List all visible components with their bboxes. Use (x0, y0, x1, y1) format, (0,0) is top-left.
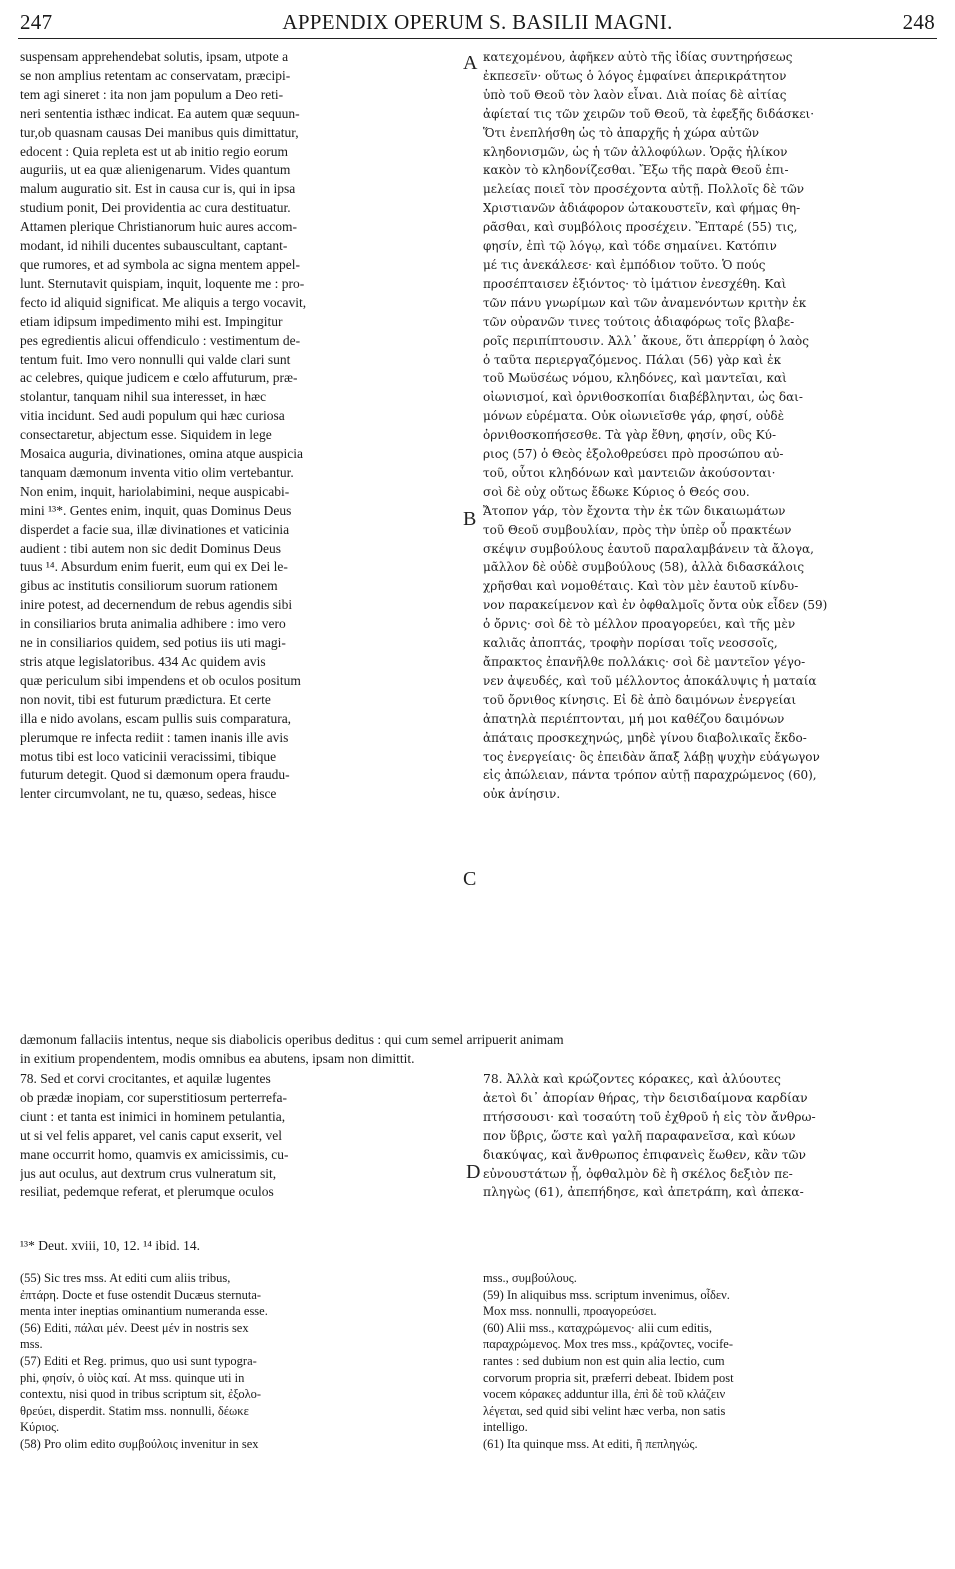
text-line: tuus ¹⁴. Absurdum enim fuerit, eum qui ex Dei le- (20, 559, 288, 575)
text-line: tem agi sineret : ita non jam populum a Deo reti- (20, 86, 284, 102)
text-line: contextu, nisi quod in tribus scriptum sit, ἐξολο- (20, 1387, 262, 1402)
text-line: (60) Alii mss., καταχρώμενος· alii cum editis, (483, 1320, 713, 1335)
text-line: resiliat, pedemque referat, et plerumque oculos (20, 1184, 274, 1200)
scripture-footnotes (20, 1237, 480, 1256)
text-line: ἄπρακτος ἐπανῆλθε πολλάκις· σοὶ δὲ μαντεῖον γέγο- (483, 655, 806, 669)
text-line: vocem κόρακες adduntur illa, ἐπὶ δὲ τοῦ κλάζειν (483, 1387, 726, 1402)
text-line: tentum fuit. Imo vero nonnulli qui valde clari sunt (20, 351, 291, 367)
text-line: 78. Ἀλλὰ καὶ κρώζοντες κόρακες, καὶ ἀλύουτες (483, 1072, 781, 1086)
text-line: in exitium propendentem, modis omnibus ea abutens, ipsam non dimittit. (20, 1050, 415, 1066)
greek-column-top (483, 48, 938, 804)
text-line: μᾶλλον δὲ οὐδὲ συμβούλους (58), ἀλλὰ διδασκάλοις (483, 560, 805, 575)
margin-marker-c: C (463, 868, 477, 890)
text-line: ut si vel felis apparet, vel canis caput exserit, vel (20, 1127, 283, 1143)
text-line: Χριστιανῶν ἀδιάφορον ὠτακουστεῖν, καὶ φήμας θη- (483, 201, 801, 216)
text-line: ἐκπεσεῖν· οὕτως ὁ λόγος ἐμφαίνει ἀπερικράτητον (483, 68, 787, 83)
text-line: Κύριος. (20, 1420, 60, 1435)
text-line: edocent : Quia repleta est ut ab initio regio eorum (20, 143, 289, 159)
text-line: Ὅτι ἐνεπλήσθη ὡς τὸ ἀπαρχῆς ἡ χώρα αὐτῶν (483, 125, 760, 140)
text-line: Mosaica auguria, divinationes, omina atque auspicia (20, 446, 304, 462)
text-line: pes egredientis alicui offendiculo : vestimentum de- (20, 332, 301, 348)
text-line: διακύψας, καὶ ἄνθρωπος ἐπιφανεὶς ἕωθεν, κἂν τῶν (483, 1147, 807, 1162)
text-line: Attamen plerique Christianorum huic aures accom- (20, 219, 298, 235)
text-line: lunt. Sternutavit quispiam, inquit, loquente me : pro- (20, 275, 305, 291)
text-line: λέγεται, sed quid sibi velint hæc verba, non satis (483, 1403, 726, 1418)
text-line: ἐπτάρη. Docte et fuse ostendit Ducæus sternuta- (20, 1287, 262, 1302)
text-line: tur,ob quasnam causas Dei manibus quis dimittatur, (20, 124, 299, 140)
text-line: νεν ἀψευδές, καὶ τοῦ μέλλοντος ἀποκάλυψις ἡ ματαία (483, 673, 817, 688)
text-line: τοῦ Θεοῦ συμβουλίαν, πρὸς τὴν ὑπὲρ οὗ πρακτέων (483, 522, 792, 537)
text-line: lenter circumvolant, ne tu, quæso, sedeas, hisce (20, 786, 277, 802)
text-line: προσέπταισεν ἐξιόντος· τὸ ἱμάτιον ἐνεσχέθη. Καὶ (483, 276, 787, 291)
text-line: ροῖς περιπίπτουσιν. Ἀλλ᾽ ἄκουε, ὅτι ἀπερρίφη ὁ λαὸς (483, 333, 810, 348)
text-line: εὐνουστάτων ᾖ, ὀφθαλμὸν δὲ ἢ σκέλος δεξιὸν πε- (483, 1166, 793, 1181)
text-line: (59) In aliquibus mss. scriptum invenimus, οἶδεν. (483, 1287, 730, 1302)
text-line: τῶν πάνυ γνωρίμων καὶ τῶν ἀναμενόντων κριτὴν ἐκ (483, 295, 807, 310)
text-line: ρᾶσθαι, καὶ συμβόλοις προσέχειν. Ἔπταρέ (55) τις, (483, 220, 798, 235)
text-line: jus aut oculus, aut dextrum crus vulneratum sit, (20, 1165, 277, 1181)
text-line: corvorum propria sit, præferri debeat. Ibidem post (483, 1370, 734, 1385)
text-line: κληδονισμῶν, ὡς ἡ τῶν ἀλλοφύλων. Ὁρᾷς ἡλίκον (483, 144, 788, 159)
text-line: motus tibi est loco vaticinii veracissimi, tibique (20, 748, 277, 764)
text-line: phi, φησίν, ὁ υἱὸς καί. At mss. quinque uti in (20, 1370, 245, 1385)
text-line: gibus ac institutis consiliorum suorum rationem (20, 578, 278, 594)
text-line: παραχρώμενος. Mox tres mss., κράζοντες, vocife- (483, 1337, 734, 1352)
text-line: φησίν, ἐπὶ τῷ λόγῳ, καὶ τόδε σημαίνει. Κατόπιν (483, 239, 777, 254)
text-line: rantes : sed dubium non est quin alia lectio, cum (483, 1353, 725, 1368)
latin-column-top (20, 48, 460, 804)
text-line: suspensam apprehendebat solutis, ipsam, utpote a (20, 49, 289, 64)
text-line: ἀφίεταί τις τῶν χειρῶν τοῦ Θεοῦ, τὰ ἐφεξῆς διδάσκει· (483, 106, 815, 121)
text-line: ac celebres, quique judicem e cœlo affuturum, præ- (20, 370, 298, 386)
text-line: σκέψιν συμβούλους ἑαυτοῦ παραλαμβάνειν τὰ ἄλογα, (483, 541, 814, 556)
text-line: (57) Editi et Reg. primus, quo usi sunt typogra- (20, 1353, 257, 1368)
text-line: ¹³* Deut. xviii, 10, 12. ¹⁴ ibid. 14. (20, 1238, 200, 1253)
text-line: ὁ ὄρνις· σοὶ δὲ τὸ μέλλον προαγορεύει, καὶ τῆς μὲν (483, 617, 796, 632)
text-line: audient : tibi autem non sic dedit Dominus Deus (20, 540, 281, 556)
running-header (18, 4, 937, 39)
text-line: μόνων εὑρέματα. Οὐκ οἰωνιεῖσθε γάρ, φησί, οὐδὲ (483, 409, 785, 424)
text-line: καλιᾶς ἀποπτάς, τροφὴν πορίσαι τοῖς νεοσσοῖς, (483, 636, 778, 651)
text-line: intelligo. (483, 1420, 528, 1435)
text-line: μελείας ποιεῖ τὸν προσέχοντα αὐτῇ. Πολλοῖς δὲ τῶν (483, 182, 805, 197)
greek-section-78 (483, 1070, 938, 1202)
text-line: τος ἐνεργείαις· ὃς ἐπειδὰν ἅπαξ λάβῃ ψυχὴν εὐάγωγον (483, 749, 820, 764)
text-line: τοῦ, οὗτοι κληδόνων καὶ μαντειῶν ἀκούσονται· (483, 465, 776, 480)
text-line: κατεχομένου, ἀφῆκεν αὐτὸ τῆς ἰδίας συντηρήσεως (483, 50, 793, 64)
text-line: χρῆσθαι καὶ νομοθέταις. Καὶ τὸν μὲν ἑαυτοῦ κίνδυ- (483, 579, 799, 594)
text-line: θρεύει, disperdit. Statim mss. nonnulli, δέωκε (20, 1403, 249, 1418)
text-line: τῶν οὐρανῶν τινες τούτοις ἀδιαφόρως τοῖς βλαβε- (483, 314, 795, 329)
text-line: in consiliarios bruta animalia adhibere : imo vero (20, 616, 286, 632)
text-line: σοὶ δὲ οὐχ οὕτως ἔδωκε Κύριος ὁ Θεός σου. (483, 484, 750, 499)
text-line: τοῦ ὄρνιθος κίνησις. Εἰ δὲ ἀπὸ δαιμόνων ἐνεργείαι (483, 692, 797, 707)
text-line: οἰωνισμοί, καὶ ὀρνιθοσκοπίαι διαβέβληνται, ὡς δαι- (483, 390, 803, 405)
text-line: modant, id nihili ducentes subauscultant, captant- (20, 238, 288, 254)
text-line: (55) Sic tres mss. At editi cum aliis tribus, (20, 1271, 231, 1285)
text-line: ριος (57) ὁ Θεὸς ἐξολοθρεύσει πρὸ προσώπου αὐ- (483, 447, 784, 462)
text-line: Non enim, inquit, hariolabimini, neque auspicabi- (20, 483, 290, 499)
text-line: 78. Sed et corvi crocitantes, et aquilæ lugentes (20, 1071, 271, 1086)
text-line: plerumque re infecta rediit : tamen inanis ille avis (20, 729, 289, 745)
text-line: disperdet a facie sua, illæ divinationes et vaticinia (20, 521, 290, 537)
text-line: Ἄτοπον γάρ, τὸν ἔχοντα τὴν ἐκ τῶν δικαιωμάτων (483, 503, 786, 518)
text-line: Mox mss. nonnulli, προαγορεύσει. (483, 1304, 657, 1319)
text-line: studium ponit, Dei providentia ac cura destituatur. (20, 200, 291, 216)
text-line: vitia incidunt. Sed audi populum qui hæc curiosa (20, 408, 285, 424)
text-line: πληγὼς (61), ἀπεπήδησε, καὶ ἀπετράπη, καὶ ἀπεκα- (483, 1185, 804, 1200)
text-line: stris atque legislatoribus. 434 Ac quidem avis (20, 654, 266, 669)
text-line: dæmonum fallaciis intentus, neque sis diabolicis operibus deditus : qui cum semel arripuerit animam (20, 1032, 564, 1047)
text-line: πον ὕβρις, ὥστε καὶ γαλῆ παραφανεῖσα, καὶ κύων (483, 1128, 796, 1143)
text-line: μέ τις ἀνεκάλεσε· καὶ ἐμπόδιον τοῦτο. Ὁ πούς (483, 257, 766, 272)
text-line: que rumores, et ad symbola ac signa mentem appel- (20, 256, 301, 272)
text-line: (58) Pro olim edito συμβούλοις invenitur in sex (20, 1436, 259, 1451)
text-line: inire potest, ad decernendum de rebus agendis sibi (20, 597, 293, 613)
text-line: κακὸν τὸ κληδονίζεσθαι. Ἔξω τῆς παρὰ Θεοῦ ἐπι- (483, 163, 789, 178)
text-line: mss. (20, 1337, 43, 1352)
text-line: οὐκ ἀνίησιν. (483, 787, 561, 802)
text-line: ἀετοὶ δι᾽ ἀπορίαν θήρας, τὴν δεισιδαίμονα καρδίαν (483, 1090, 808, 1105)
text-line: neri sententia isthæc indicat. Ea autem quæ sequun- (20, 105, 300, 121)
text-line: ὑπὸ τοῦ Θεοῦ τὸν λαὸν εἶναι. Διὰ ποίας δὲ αἰτίας (483, 87, 787, 102)
text-line: quæ periculum sibi impendens et ob oculos positum (20, 672, 301, 688)
text-line: εἰς ἀπώλειαν, πάντα τρόπον αὐτῇ παραχρώμενος (60), (483, 768, 817, 783)
text-line: ὁ ταῦτα περιεργαζόμενος. Πάλαι (56) γὰρ καὶ ἐκ (483, 352, 782, 367)
margin-marker-a: A (463, 52, 478, 74)
text-line: (56) Editi, πάλαι μέν. Deest μέν in nostris sex (20, 1320, 249, 1335)
text-line: se non amplius retentam ac conservatam, præcipi- (20, 67, 291, 83)
text-line: consectaretur, abjectum esse. Siquidem in lege (20, 427, 272, 443)
text-line: illa e nido avolans, escam pullis suis comparatura, (20, 710, 292, 726)
margin-marker-d: D (466, 1161, 481, 1183)
latin-section-78 (20, 1070, 480, 1202)
critical-notes-right (483, 1270, 938, 1453)
critical-notes-left (20, 1270, 460, 1453)
text-line: (61) Ita quinque mss. At editi, ἢ πεπληγώς. (483, 1436, 698, 1451)
text-line: stolantur, tanquam nihil sua interesset, in hæc (20, 389, 267, 405)
text-line: tanquam dæmonum inventa vitio olim vertebantur. (20, 464, 294, 480)
text-line: ciunt : et tanta est inimici in hominem petulantia, (20, 1108, 286, 1124)
margin-marker-b: B (463, 508, 477, 530)
text-line: πτήσσουσι· καὶ τοσαύτη τοῦ ἐχθροῦ ἡ εἰς τὸν ἄνθρω- (483, 1109, 816, 1124)
text-line: mini ¹³*. Gentes enim, inquit, quas Dominus Deus (20, 502, 292, 518)
page-number-right: 248 (902, 10, 935, 34)
text-line: malum auguratio sit. Est in causa cur is, qui in ipsa (20, 181, 296, 197)
text-line: ἀπάταις προσκεχηνώς, μηδὲ γίνου διαβολικαῖς ἔκδο- (483, 730, 807, 745)
text-line: etiam idipsum impedimento mihi est. Impingitur (20, 313, 283, 329)
full-width-text (20, 1031, 938, 1069)
text-line: τοῦ Μωϋσέως νόμου, κληδόνες, καὶ μαντεῖαι, καὶ (483, 371, 787, 386)
text-line: ob prædæ inopiam, cor superstitiosum perterrefa- (20, 1089, 287, 1105)
text-line: menta inter ineptias ominantium numeranda esse. (20, 1304, 268, 1319)
text-line: ὀρνιθοσκοπήσεσθε. Τὰ γὰρ ἔθνη, φησίν, οὓς Κύ- (483, 428, 777, 443)
running-title: APPENDIX OPERUM S. BASILII MAGNI. (282, 10, 673, 34)
text-line: νον παρακείμενον καὶ ἐν ὀφθαλμοῖς ὄντα οὐκ εἶδεν (59) (483, 598, 828, 613)
text-line: fecto id aliquid significat. Me aliquis a tergo vocavit, (20, 294, 307, 310)
text-line: auguriis, ut ea quæ alienigenarum. Vides quantum (20, 162, 291, 178)
text-line: futurum detegit. Quod si dæmonum opera fraudu- (20, 767, 290, 783)
text-line: ἀπατηλὰ περιέπτονται, μή μοι καθέζου δαιμόνων (483, 711, 785, 726)
text-line: mane occurrit homo, quamvis ex amicissimis, cu- (20, 1146, 289, 1162)
page-number-left: 247 (20, 10, 53, 34)
text-line: mss., συμβούλους. (483, 1271, 577, 1285)
text-line: ne in consiliarios quidem, sed potius iis uti magi- (20, 635, 286, 651)
text-line: non novit, tibi est futurum prædictura. Et certe (20, 691, 271, 707)
